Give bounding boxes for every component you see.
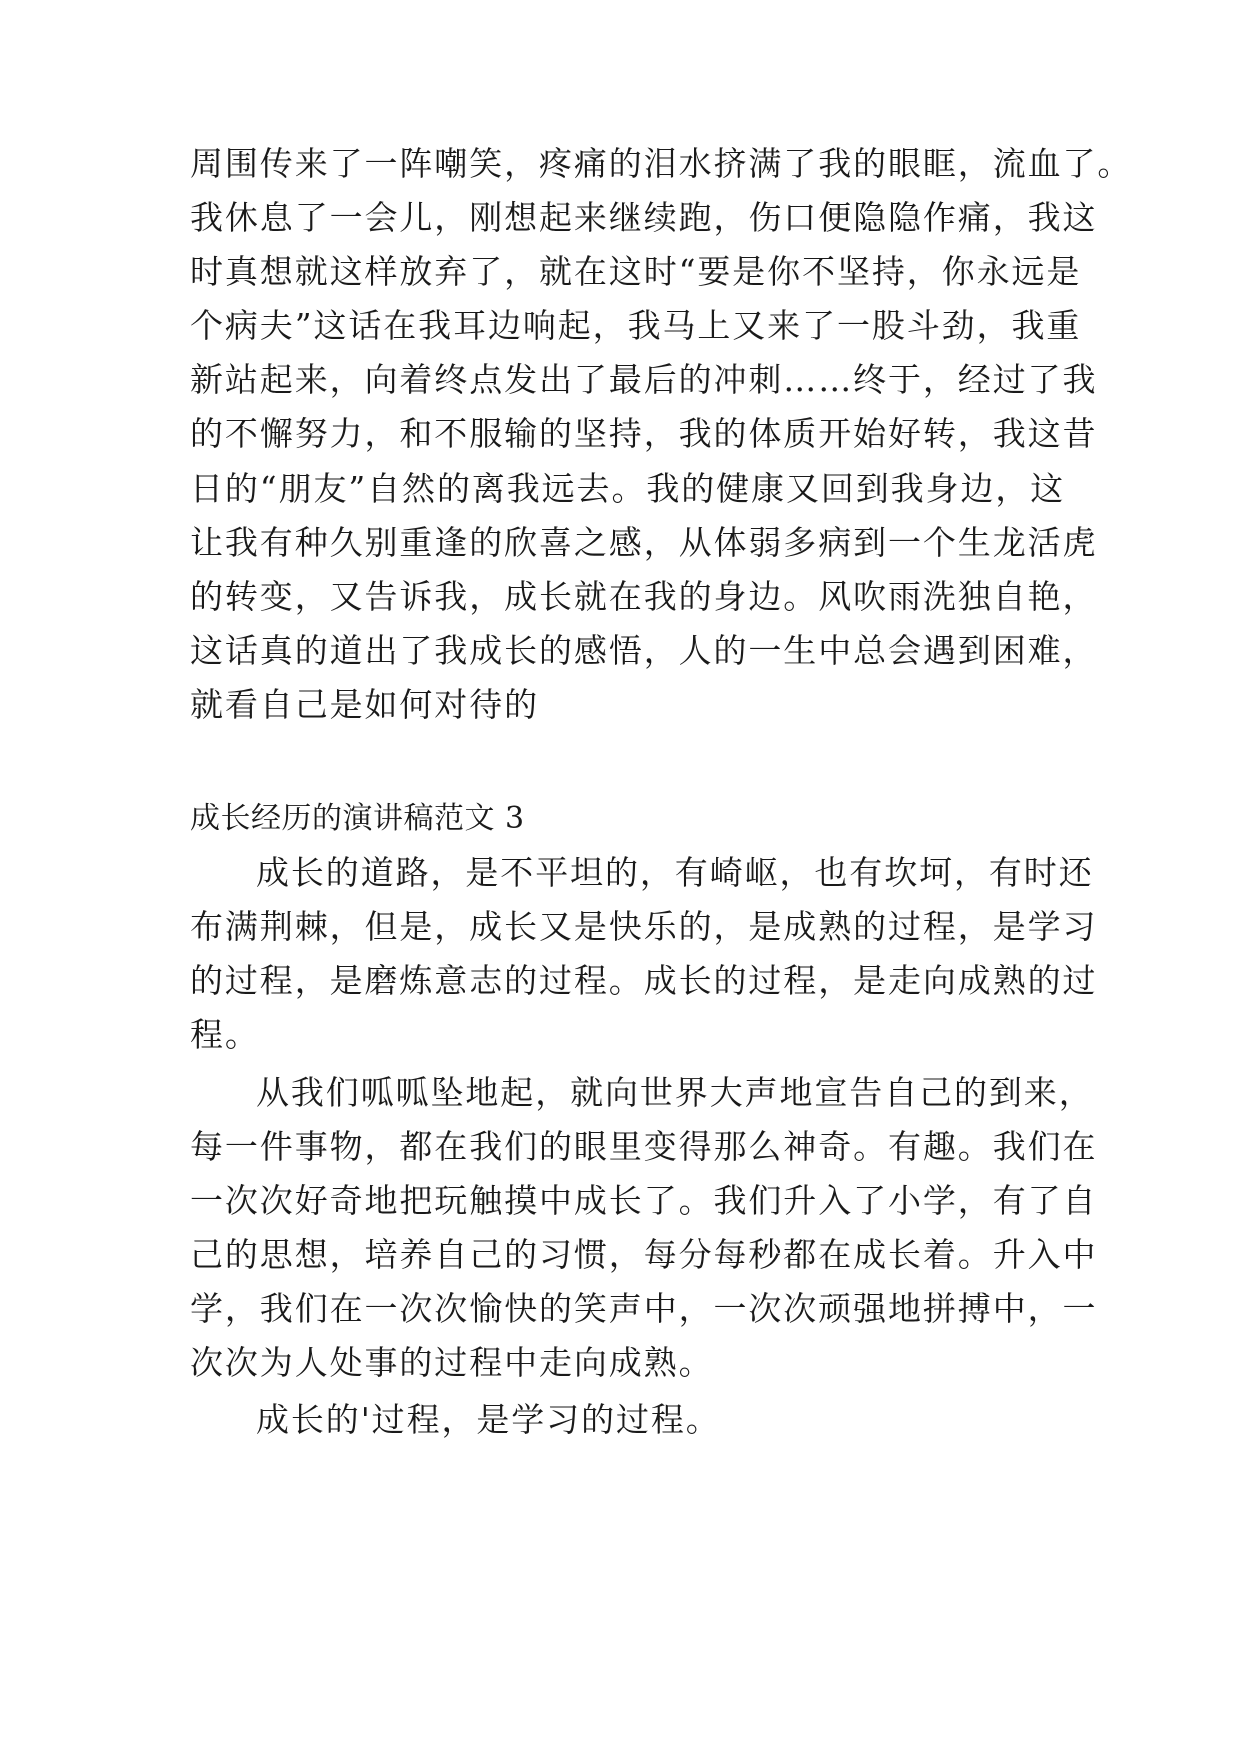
text-line: 日的“朋友”自然的离我远去。我的健康又回到我身边，这 bbox=[190, 469, 1066, 508]
text-line: 新站起来，向着终点发出了最后的冲刺……终于，经过了我 bbox=[190, 360, 1098, 399]
text-line: 这话真的道出了我成长的感悟，人的一生中总会遇到困难， bbox=[190, 631, 1098, 670]
text-line: 每一件事物，都在我们的眼里变得那么神奇。有趣。我们在 bbox=[190, 1127, 1098, 1166]
section-title: 成长经历的演讲稿范文 3 bbox=[190, 801, 525, 836]
text-line: 学，我们在一次次愉快的笑声中，一次次顽强地拼搏中，一 bbox=[190, 1289, 1098, 1328]
text-line: 次次为人处事的过程中走向成熟。 bbox=[190, 1343, 714, 1382]
text-line: 一次次好奇地把玩触摸中成长了。我们升入了小学，有了自 bbox=[190, 1181, 1098, 1220]
text-line: 的不懈努力，和不服输的坚持，我的体质开始好转，我这昔 bbox=[190, 414, 1098, 453]
text-line: 就看自己是如何对待的 bbox=[190, 685, 539, 724]
text-line: 周围传来了一阵嘲笑，疼痛的泪水挤满了我的眼眶，流血了。 bbox=[190, 144, 1133, 183]
text-line: 的过程，是磨炼意志的过程。成长的过程，是走向成熟的过 bbox=[190, 961, 1098, 1000]
text-line: 从我们呱呱坠地起，就向世界大声地宣告自己的到来， bbox=[256, 1073, 1094, 1112]
text-line: 时真想就这样放弃了，就在这时“要是你不坚持，你永远是 bbox=[190, 252, 1082, 291]
text-line: 程。 bbox=[190, 1015, 260, 1054]
text-line: 己的思想，培养自己的习惯，每分每秒都在成长着。升入中 bbox=[190, 1235, 1098, 1274]
text-line: 成长的道路，是不平坦的，有崎岖，也有坎坷，有时还 bbox=[256, 853, 1094, 892]
text-line: 的转变，又告诉我，成长就在我的身边。风吹雨洗独自艳， bbox=[190, 577, 1098, 616]
text-line: 让我有种久别重逢的欣喜之感，从体弱多病到一个生龙活虎 bbox=[190, 523, 1098, 562]
text-line: 布满荆棘，但是，成长又是快乐的，是成熟的过程，是学习 bbox=[190, 907, 1098, 946]
text-line: 个病夫”这话在我耳边响起，我马上又来了一股斗劲，我重 bbox=[190, 306, 1082, 345]
text-line: 成长的'过程，是学习的过程。 bbox=[256, 1400, 721, 1439]
text-line: 我休息了一会儿，刚想起来继续跑，伤口便隐隐作痛，我这 bbox=[190, 198, 1098, 237]
